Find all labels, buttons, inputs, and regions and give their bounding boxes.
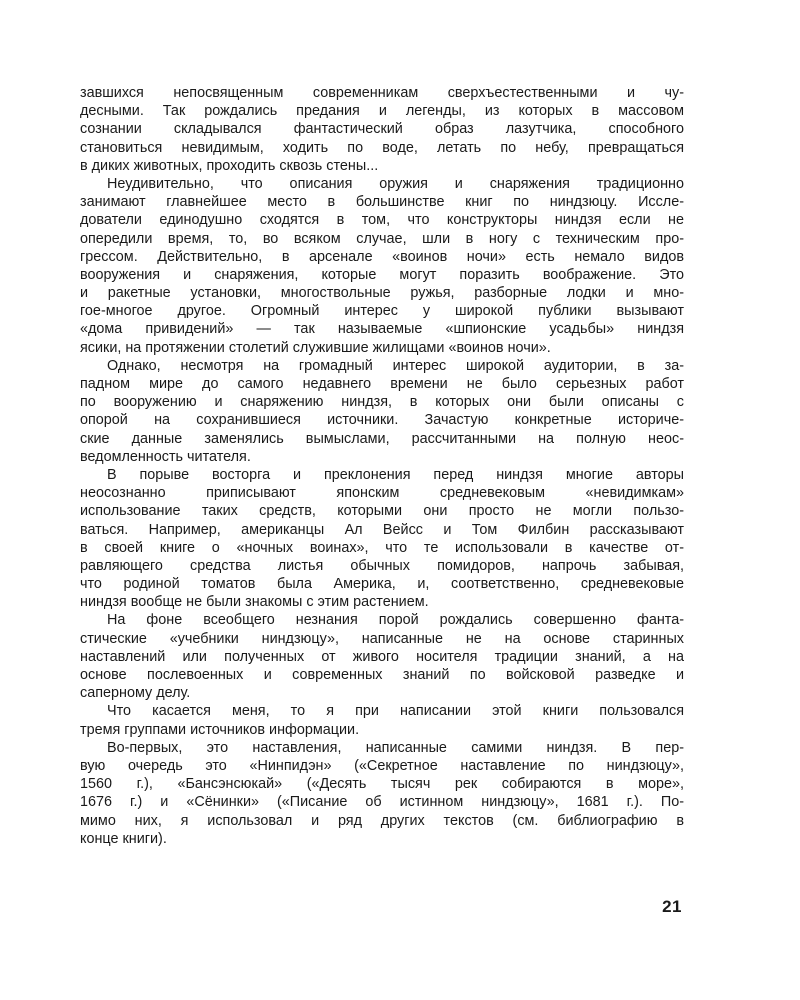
text-line: ниндзя вообще не были знакомы с этим растением. [80,594,429,611]
text-line: неосознанно приписывают японским средневековым «невидимкам» [80,485,684,502]
text-line: равляющего средства листья обычных помидоров, напрочь забывая, [80,557,684,574]
text-line: и ракетные установки, многоствольные ружья, разборные лодки и мно- [80,285,684,302]
text-line: завшихся непосвященным современникам сверхъестественными и чу- [80,85,684,101]
text-line: гое-многое другое. Огромный интерес у широкой публики вызывают [80,303,684,320]
text-line: десными. Так рождались предания и легенды, из которых в массовом [80,103,684,120]
text-line: Неудивительно, что описания оружия и снаряжения традиционно [107,175,684,192]
text-line: грессом. Действительно, в арсенале «воинов ночи» есть немало видов [80,248,684,265]
text-line: по вооружению и снаряжению ниндзя, в которых они были описаны с [80,394,684,411]
text-line: дователи единодушно сходятся в том, что конструкторы ниндзя если не [80,212,684,229]
text-line: саперному делу. [80,685,191,702]
text-line: 1560 г.), «Бансэнсюкай» («Десять тысяч рек собираются в море», [80,776,684,793]
text-line: в диких животных, проходить сквозь стены... [80,157,379,174]
text-line: занимают главнейшее место в большинстве книг по ниндзюцу. Иссле- [80,194,684,211]
text-line: ясики, на протяжении столетий служившие жилищами «воинов ночи». [80,339,551,356]
text-line: что родиной томатов была Америка, и, соответственно, средневековые [80,576,684,593]
body-text [80,84,684,848]
text-line: конце книги). [80,830,167,847]
text-line: наставлений или полученных от живого носителя традиции знаний, а на [80,648,684,665]
text-line: вую очередь это «Нинпидэн» («Секретное наставление по ниндзюцу», [80,757,684,774]
text-line: тремя группами источников информации. [80,721,360,738]
text-line: 1676 г.) и «Сёнинки» («Писание об истинном ниндзюцу», 1681 г.). По- [80,794,684,811]
text-line: в своей книге о «ночных воинах», что те использовали в качестве от- [80,539,684,556]
text-line: основе послевоенных и современных знаний по войсковой разведке и [80,667,684,683]
text-line: «дома привидений» — так называемые «шпионские усадьбы» ниндзя [80,321,684,338]
text-line: вооружения и снаряжения, которые могут поразить воображение. Это [80,266,684,283]
text-line: Однако, несмотря на громадный интерес широкой аудитории, в за- [107,357,684,374]
text-line: Что касается меня, то я при написании этой книги пользовался [107,703,684,720]
page-number: 21 [662,897,682,916]
text-line: сознании складывался фантастический образ лазутчика, способного [80,121,684,138]
text-line: На фоне всеобщего незнания порой рождались совершенно фанта- [107,612,684,629]
text-line: ведомленность читателя. [80,448,251,465]
text-line: становиться невидимым, ходить по воде, летать по небу, превращаться [80,139,684,156]
text-line: ваться. Например, американцы Ал Вейсс и Том Филбин рассказывают [80,521,684,538]
text-line: опорой на сохранившиеся источники. Зачастую конкретные историче- [80,412,684,429]
text-line: В порыве восторга и преклонения перед ниндзя многие авторы [107,466,684,483]
text-line: падном мире до самого недавнего времени не было серьезных работ [80,376,684,392]
text-line: ские данные заменялись вымыслами, рассчитанными на полную неос- [80,430,684,447]
text-line: стические «учебники ниндзюцу», написанные не на основе старинных [80,630,684,647]
text-line: Во-первых, это наставления, написанные самими ниндзя. В пер- [107,739,684,756]
text-line: мимо них, я использовал и ряд других текстов (см. библиографию в [80,812,684,829]
text-line: опередили время, то, во всяком случае, шли в ногу с техническим про- [80,230,684,247]
text-line: использование таких средств, которыми они просто не могли пользо- [80,503,684,520]
